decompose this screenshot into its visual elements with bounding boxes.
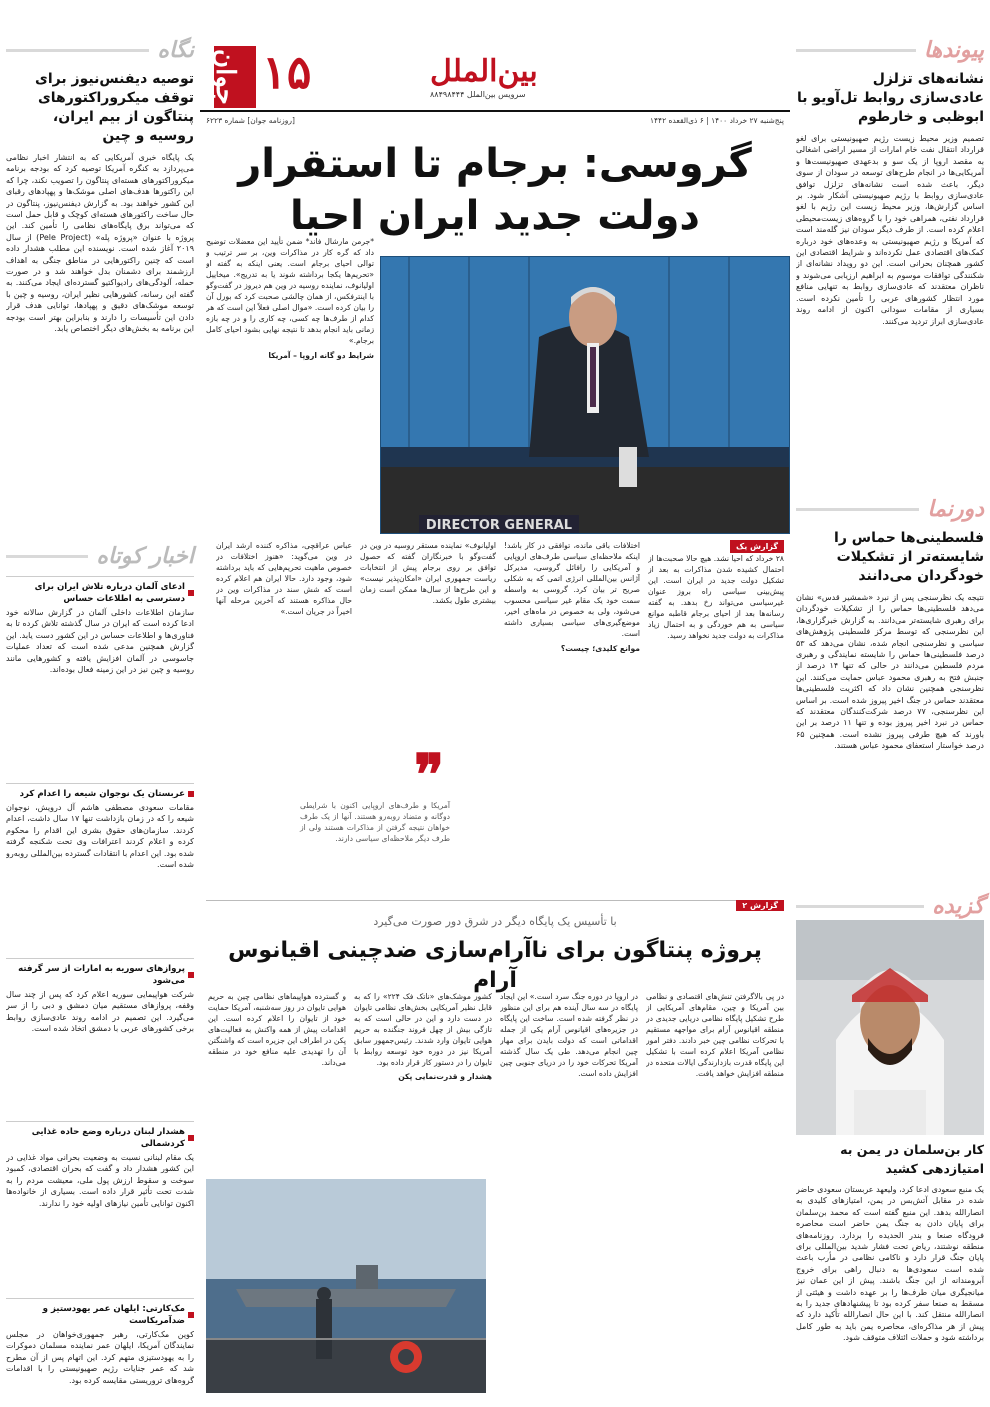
- report-2: [206, 900, 784, 1081]
- article-text: اختلافات باقی مانده، توافقی در کار باشد! اینکه ملاحظه‌ای سیاسی طرف‌های اروپایی و آمریکایی را رافائل گروسی، مدیرکل آژانس بین‌المللی انرژی اتمی که به شکلی صریح تر بیان کرد. گروسی به واسطه سمت خود یک مقام غیر سیاسی محسوب می‌شود، ولی به خصوص در ماه‌های اخیر، موضع‌گیری‌های سیاسی بسیاری داشته است.: [504, 541, 640, 638]
- subhead-dual-conditions: شرایط دو گانه اروپا – آمریکا: [268, 351, 374, 360]
- article-body-palestinians: نتیجه یک نظرسنجی پس از نبرد «شمشیر قدس» نشان می‌دهد فلسطینی‌ها حماس را از تشکیلات خودگردان برای رهبری شایسته‌تر می‌دانند. به گزارش خبرگزاری‌ها، این نظرسنجی که توسط مرکز فلسطینی پژوهش‌های سیاسی و نظرسنجی انجام شده، نشان می‌دهد که ۵۳ درصد فلسطینی‌ها حماس را شایسته نمایندگی و رهبری مردم فلسطین می‌دانند در حالی که تنها ۱۴ درصد از جنبش فتح به رهبری محمود عباس حمایت می‌کنند. این نظرسنجی همچنین نشان داد که اکثریت فلسطینی‌ها معتقدند حماس در جنگ اخیر پیروز شده است. بر اساس این نظرسنجی، ۷۷ درصد شرکت‌کنندگان معتقدند که حماس در نبرد اخیر پیروز بوده و تنها ۱۱ درصد بر این باورند که هیچ طرفی پیروز نشده است. همچنین ۶۵ درصد خواستار استعفای محمود عباس هستند.: [796, 593, 984, 751]
- report2-col-2: [500, 991, 638, 1391]
- brief-title[interactable]: [6, 1303, 194, 1327]
- section-header-gozideh: [796, 894, 984, 920]
- issue-date: پنج‌شنبه ۲۷ خرداد ۱۴۰۰ | ۶ ذی‌القعده ۱۴۴۲: [649, 116, 784, 125]
- report-tag: گزارش یک: [730, 540, 784, 553]
- bin-salman-photo: [796, 920, 984, 1135]
- article-text: و گسترده هواپیماهای نظامی چین به حریم هوایی تایوان در روز سه‌شنبه، آمریکا حمایت خود از تایوان را اعلام کرده است. این اقدامات پیش از همه واکنش به فعالیت‌های پکن در اطراف این جزیره است که واشنگتن آن را تهدیدی علیه منافع خود در منطقه می‌داند.: [208, 992, 346, 1067]
- section-header-negah: [6, 38, 194, 64]
- headline-defense-news[interactable]: توصیه دیفنس‌نیوز برای توقف میکروراکتورهای پنتاگون از بیم ایران، روسیه و چین: [35, 71, 194, 144]
- brief-title-text: هشدار لبنان درباره وضع حاده غذایی کردشمالی: [31, 1127, 185, 1149]
- section-label: نگاه: [149, 38, 194, 62]
- headline-bin-salman[interactable]: کار بن‌سلمان در یمن به امتیاز‌دهی کشید: [840, 1142, 984, 1176]
- section-label: اخبار کوتاه: [88, 544, 194, 568]
- headline-normalization[interactable]: نشانه‌های تزلزل عادی‌سازی روابط تل‌آویو با ابوظبی و خارطوم: [797, 71, 984, 125]
- article-col-report: [648, 540, 784, 900]
- article-text: در اروپا در دوره جنگ سرد است.» این ایجاد پایگاه در سه سال آینده هم برای این منظور در نظر گرفته شده است. ساخت این پایگاه در جزیره‌های اقیانوس آرام یکی از جمله اقداماتی است که دولت بایدن برای مهار چین انجام می‌دهد. طی یک سال گذشته آمریکا تحرکات خود را در دریای جنوبی چین افزایش داده است.: [500, 992, 638, 1078]
- bullet-square-icon: [188, 590, 194, 596]
- brief-title[interactable]: [6, 1126, 194, 1150]
- brief-title-text: پروازهای سوریه به امارات از سر گرفته می‌شود: [18, 964, 185, 986]
- brief-item: [6, 783, 194, 952]
- subhead-key-obstacles: موانع کلیدی؛ چیست؟: [560, 644, 640, 653]
- brief-item: [6, 576, 194, 777]
- pull-quote: آمریکا و طرف‌های اروپایی اکنون با شرایطی دوگانه و متضاد روبه‌رو هستند. آنها از یک طرف خواهان نتیجه گرفتن از مذاکرات هستند ولی از طرف دیگر ملاحظه‌ای سیاسی دارند.: [300, 801, 450, 843]
- brief-item: [6, 1298, 194, 1407]
- nameplate-text: DIRECTOR GENERAL: [425, 518, 573, 533]
- article-body-normalization: تصمیم وزیر محیط زیست رژیم صهیونیستی برای لغو قرارداد انتقال نفت خام امارات از مسیر اراضی اشغالی به مقصد اروپا از یک سو و بدعهدی صهیونیست‌ها و آمریکایی‌ها در انجام طرح‌های توسعه در سودان از سوی دیگر، باعث شده است نشانه‌های تزلزل توافق عادی‌سازی روابط با رژیم صهیونیستی آشکار شود. بر اساس گزارش‌ها، وزیر محیط زیست این رژیم با لغو قرارداد نفتی، همراهی خود را با گروه‌های زیست‌محیطی اعلام کرده است. از طرف دیگر سودان نیز گله‌مند است که آمریکا و رژیم صهیونیستی به وعده‌های خود درباره کمک‌های اقتصادی عمل نکرده‌اند و شرایط اقتصادی این کشور همچنان بحرانی است. این دو رویداد نشانه‌ای از شکنندگی توافقات موسوم به ابراهیم ارزیابی می‌شوند و ناظران معتقدند که عادی‌سازی روابط به تنهایی منافع مورد انتظار کشورهای عربی را تأمین نکرده است. بسیاری از مقامات سودانی اکنون از ادامه روند عادی‌سازی ابراز تردید می‌کنند.: [796, 134, 984, 326]
- grossi-illustration: [380, 257, 789, 534]
- grossi-photo: [380, 256, 790, 534]
- report2-grid: [206, 991, 784, 1391]
- article-col-grossi: [504, 540, 640, 900]
- article-text: عباس عراقچی، مذاکره کننده ارشد ایران در وین می‌گوید: «هنوز اختلافات در خصوص ماهیت تحریم‌هایی که باید برداشته شود، وجود دارد. حالا ایران هم اعلام کرده است که شش سند در مذاکرات وین در حال مذاکره هستند که آخرین مرحله آنها اخیراً در جریان است.»: [216, 541, 352, 616]
- section-header-dornama: [796, 497, 984, 523]
- brief-body: مقامات سعودی مصطفی هاشم آل درویش، نوجوان شیعه را که در زمان بازداشت تنها ۱۷ سال داشت، اعدام کردند. سازمان‌های حقوق بشری این اقدام را محکوم کرده و اعلام کردند اعترافات وی تحت شکنجه گرفته شده بود. این اعدام با انتقادات گسترده بین‌المللی روبه‌رو شده است.: [6, 803, 194, 870]
- section-title: بین‌الملل: [430, 54, 538, 89]
- brief-body: شرکت هواپیمایی سوریه اعلام کرد که پس از چند سال وقفه، پروازهای مستقیم میان دمشق و دبی را از سر می‌گیرد. این تصمیم در ادامه روند عادی‌سازی روابط برخی کشورهای عربی با دمشق اتخاذ شده است.: [6, 990, 194, 1034]
- carrier-illustration: [206, 1179, 486, 1393]
- bullet-square-icon: [188, 1135, 194, 1141]
- report2-headline[interactable]: پروژه پنتاگون برای ناآرام‌سازی ضدچینی اقیانوس آرام: [228, 938, 762, 993]
- section-label: پیوندها: [916, 38, 984, 62]
- quote-mark-icon: ❞: [414, 742, 445, 808]
- article-text: در پی بالاگرفتن تنش‌های اقتصادی و نظامی بین آمریکا و چین، مقام‌های آمریکایی از طرح تشکیل پایگاه نظامی دریایی جدیدی در منطقه اقیانوس آرام برای مواجهه مستقیم با تحرکات نظامی چین خبر دادند. دفتر امور نظامی آمریکا اعلام کرده است با تشکیل این پایگاه قدرت بازدارندگی ایالات متحده در منطقه افزایش خواهد یافت.: [646, 992, 784, 1078]
- page-number: ۱۵: [262, 45, 312, 99]
- article-body-bin-salman: یک منبع سعودی ادعا کرد، ولیعهد عربستان سعودی حاضر شده در مقابل آتش‌بس در یمن، امتیازهای کلیدی به انصارالله بدهد. این منبع گفته است که محمد بن‌سلمان برای پایان دادن به جنگ یمن حاضر است محاصره فرودگاه صنعا و بندر الحدیده را بردارد. روزنامه‌های منطقه نوشتند، ریاض تحت فشار شدید بین‌المللی برای پایان جنگ قرار دارد و ناکامی نظامی در مأرب باعث شده است سعودی‌ها به دنبال راهی برای خروج آبرومندانه از این جنگ باشند. پیش از این عمان نیز میانجیگری میان طرف‌ها را بر عهده داشت و هیئتی از مسقط به صنعا سفر کرده بود تا پیشنهادهای جدید را به انصارالله منتقل کند. با این حال انصارالله تأکید دارد که پیش از هر مذاکره‌ای، محاصره یمن باید به طور کامل برداشته شود و حملات ائتلاف متوقف شود.: [796, 1185, 984, 1343]
- article-body-defense-news: یک پایگاه خبری آمریکایی که به انتشار اخبار نظامی می‌پردازد به کنگره آمریکا توصیه کرد که بودجه برنامه میکروراکتورهای هسته‌ای پنتاگون را تصویب نکند، چرا که این راکتورها هدف‌های اصلی موشک‌ها و پهپادهای رقبای این کشور خواهند بود. به گزارش دیفنس‌نیوز، پنتاگون در حال ساخت راکتورهای هسته‌ای کوچک و قابل حمل است که می‌تواند برق پایگاه‌های نظامی را تأمین کند. این پروژه با عنوان «پروژه پله» (Pele Project) از سال ۲۰۱۹ آغاز شده است. نویسنده این مطلب هشدار داده است که چنین راکتورهایی در مناطق جنگی به اهداف ارزشمند برای دشمنان بدل خواهند شد و در صورت حمله، آلودگی‌های رادیواکتیو گسترده‌ای ایجاد می‌کنند. به گفته این رسانه، کشورهایی نظیر ایران، روسیه و چین با توسعه موشک‌های دقیق و پهپادها، توانایی هدف قرار دادن این تأسیسات را دارند و بنابراین بهتر است بودجه این برنامه به بخش‌های دیگر اختصاص یابد.: [6, 153, 194, 334]
- brief-title-text: مک‌کارتی: ایلهان عمر یهودستیز و ضدآمریکاست: [42, 1304, 185, 1326]
- report-tag-2: گزارش ۲: [736, 900, 784, 911]
- bullet-square-icon: [188, 791, 194, 797]
- portrait-illustration: [796, 920, 984, 1135]
- article-text: اولیانوف» نماینده مستقر روسیه در وین در گفت‌وگو با خبرنگاران گفته که حصول توافق بر روی برجام پیش از انتخابات ریاست جمهوری ایران «امکان‌پذیر نیست» و این طرح‌ها از سال‌ها ممکن است زمان بیشتری طول بکشد.: [360, 541, 496, 605]
- brief-body: یک مقام لبنانی نسبت به وضعیت بحرانی مواد غذایی در این کشور هشدار داد و گفت که بحران اقتصادی، کمبود سوخت و سقوط ارزش پول ملی، معیشت مردم را به شدت تحت تأثیر قرار داده است. بسیاری از خانواده‌ها اکنون توانایی تأمین نیازهای اولیه خود را ندارند.: [6, 1153, 194, 1208]
- section-header-peyvandha: [796, 38, 984, 64]
- report2-col-1: [646, 991, 784, 1391]
- brief-title[interactable]: [6, 788, 194, 800]
- article-col-ulyanov: [360, 540, 496, 730]
- brief-title[interactable]: [6, 581, 194, 605]
- left-column: [6, 38, 194, 1399]
- aircraft-carrier-photo: [206, 1179, 486, 1393]
- section-header-akhbar-kootah: [6, 544, 194, 570]
- javan-logo: جوان: [214, 46, 256, 108]
- report2-col-4: [208, 991, 346, 1171]
- main-article-grid: [206, 540, 784, 900]
- article-text: *جرمن مارشال فاند* ضمن تأیید این معضلات توضیح داد که گره کار در مذاکرات وین، بر سر ترتیب و توالی احیای برجام است. یعنی اینکه به گفته او «تحریم‌ها یکجا برداشته شوند یا به تدریج». میخاییل اولیانوف، نماینده روسیه در وین هم دیروز در گفت‌وگو با اینترفکس، از همان چالشی صحبت کرد که بورل آن را بیان کرده است. «موال اصلی فعلاً این است که هر کدام از طرف‌ها چه کسی، چه کاری را و در چه بازه زمانی باید انجام بدهد تا نتیجه نهایی بشود احیای کامل برجام.»: [206, 237, 374, 345]
- brief-body: کوین مک‌کارتی، رهبر جمهوری‌خواهان در مجلس نمایندگان آمریکا، ایلهان عمر نماینده مسلمان دموکرات را به یهودستیزی متهم کرد. این اتهام پس از آن مطرح شد که عمر جنایات رژیم صهیونیستی را با اقدامات گروه‌های تروریستی مقایسه کرده بود.: [6, 1330, 194, 1385]
- headline-palestinians[interactable]: فلسطینی‌ها حماس را شایسته‌تر از تشکیلات خودگردان می‌دانند: [834, 530, 984, 584]
- report2-col-3: [354, 991, 492, 1171]
- service-phone: سرویس بین‌الملل ۸۸۴۹۸۴۴۴: [430, 90, 526, 99]
- bin-salman-article: [796, 1140, 984, 1407]
- article-col-1: [206, 236, 374, 536]
- main-headline[interactable]: گروسی: برجام تا استقرار دولت جدید ایران احیا: [238, 141, 752, 239]
- bullet-square-icon: [188, 972, 194, 978]
- article-text: ۲۸ خرداد که احیا نشد. هیچ حالا صحبت‌ها از احتمال کشیده شدن مذاکرات به بعد از تشکیل دولت جدید در ایران است. این پیش‌بینی سیاسی راه بروز عنوان غیرسیاسی می‌تواند رخ بدهد. به گفته رسانه‌ها بعد از احیای برجام قاطبه موانع سیاسی به هم خوردگی و به احتمال زیاد مذاکرات به دولت جدید نخواهد رسید.: [648, 554, 784, 640]
- brief-title-text: ادعای آلمان درباره تلاش ایران برای دسترسی به اطلاعات حساس: [34, 582, 185, 604]
- subhead-beijing-warning: هشدار و قدرت‌نمایی پکن: [398, 1072, 492, 1081]
- brief-item: [6, 958, 194, 1115]
- brief-body: سازمان اطلاعات داخلی آلمان در گزارش سالانه خود ادعا کرده است که ایران در سال گذشته تلاش کرده تا به فناوری‌ها و اطلاعات حساس در این کشور دست یابد. این گزارش همچنین مدعی شده است که تعداد عملیات جاسوسی در آلمان افزایش یافته و کشورهایی مانند روسیه و چین نیز در این زمینه فعال بوده‌اند.: [6, 608, 194, 675]
- section-label: دورنما: [919, 497, 984, 521]
- brief-item: [6, 1121, 194, 1292]
- masthead: [200, 40, 790, 112]
- article-text: کشور موشک‌های «ناتک فک ۲۲۴» را که به قابل نظیر آمریکایی بخش‌های نظامی تایوان در دست دارد و این در حالی است که به تازگی بیش از چهل فروند جنگنده به حریم هوایی تایوان وارد شدند. رئیس‌جمهور سابق آمریکا نیز در دوره خود توسعه روابط با تایوان را در دستور کار قرار داده بود.: [354, 992, 492, 1067]
- issue-number: [روزنامه جوان] شماره ۶۲۲۳: [206, 116, 295, 125]
- report2-supertitle: با تأسیس یک پایگاه دیگر در شرق دور صورت می‌گیرد: [373, 915, 617, 928]
- brief-title-text: عربستان یک نوجوان شیعه را اعدام کرد: [19, 789, 185, 799]
- section-label: گزیده: [924, 894, 984, 918]
- bullet-square-icon: [188, 1312, 194, 1318]
- brief-title[interactable]: [6, 963, 194, 987]
- article-col-araghchi: [216, 540, 352, 900]
